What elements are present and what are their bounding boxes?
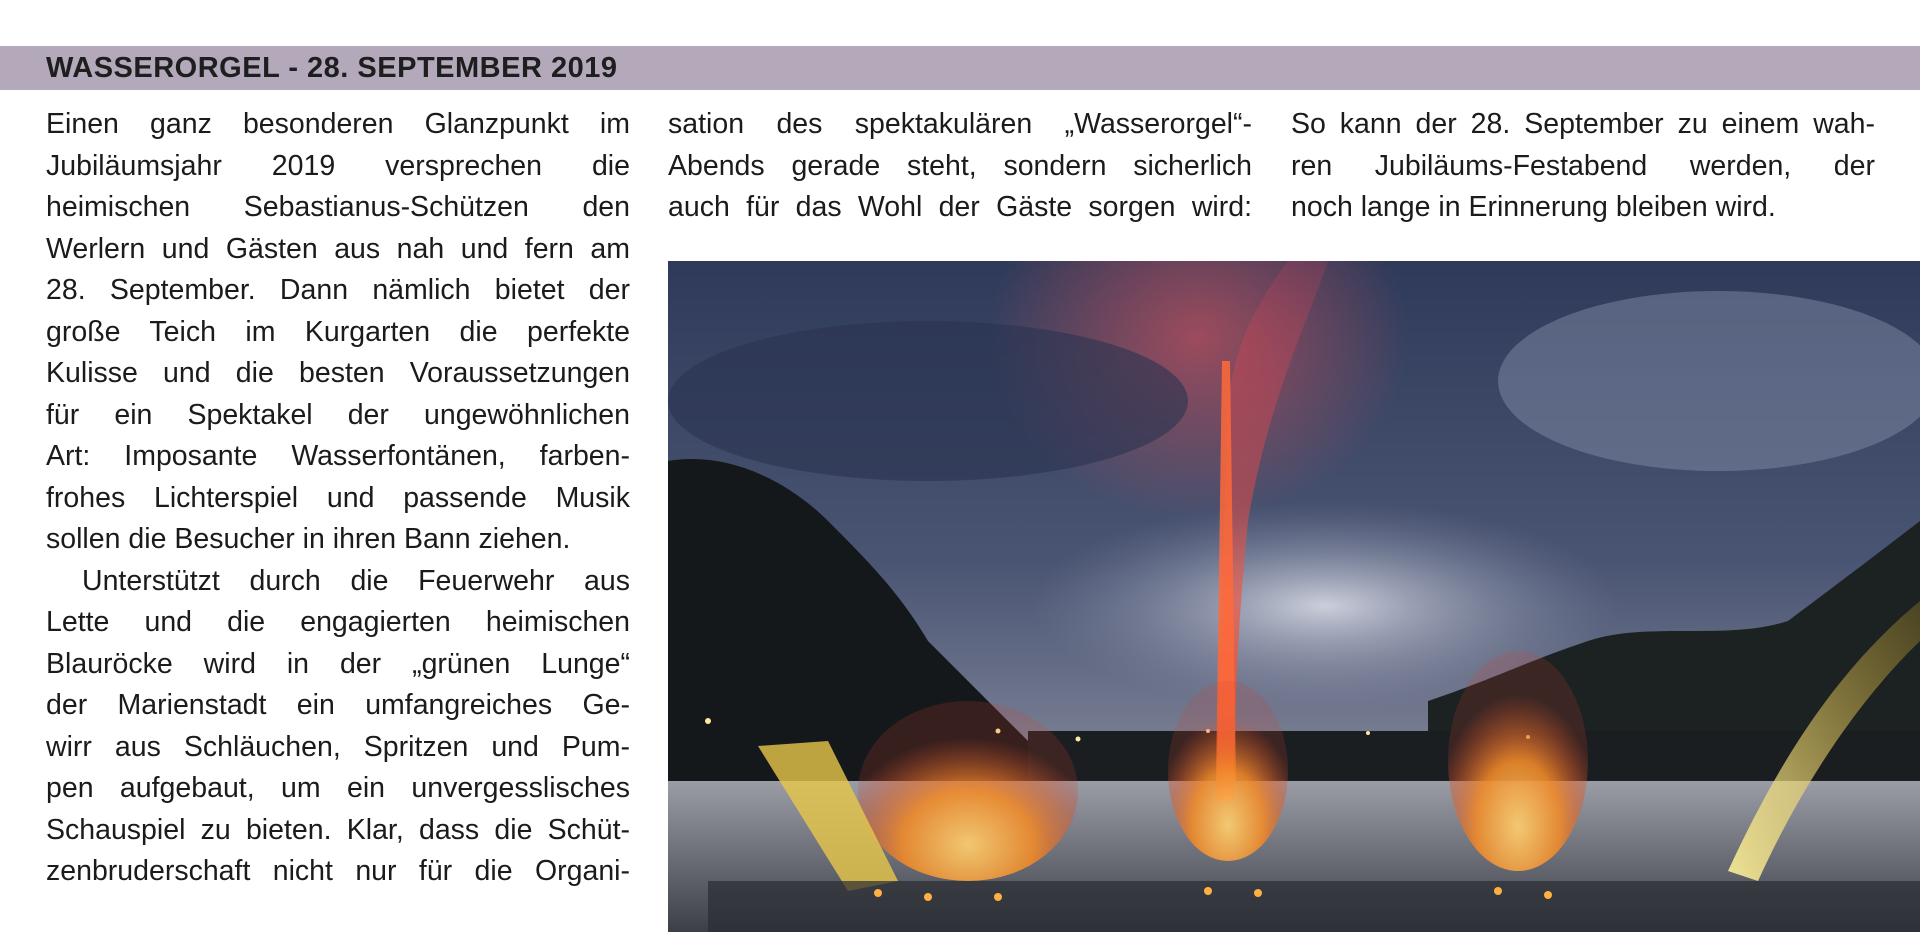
- text-line: Jubiläumsjahr 2019 versprechen die: [46, 149, 630, 182]
- text-line: Lette und die engagierten heimischen: [46, 606, 630, 638]
- text-line: auch für das Wohl der Gäste sorgen wird:: [668, 191, 1252, 223]
- text-line: pen aufgebaut, um ein unvergesslisches: [46, 772, 630, 804]
- text-line: Art: Imposante Wasserfontänen, farben-: [46, 440, 630, 472]
- article-column-3: [1291, 104, 1875, 229]
- text-line: sation des spektakulären „Wasserorgel“-: [668, 108, 1252, 140]
- text-line: Blauröcke wird in der „grünen Lunge“: [46, 647, 630, 680]
- text-line: Einen ganz besonderen Glanzpunkt im: [46, 108, 630, 140]
- text-line: für ein Spektakel der ungewöhnlichen: [46, 398, 630, 431]
- text-line: wirr aus Schläuchen, Spritzen und Pum-: [46, 730, 630, 763]
- text-line: noch lange in Erinnerung bleiben wird.: [1291, 191, 1776, 223]
- text-line: große Teich im Kurgarten die perfekte: [46, 315, 630, 348]
- text-line: ren Jubiläums-Festabend werden, der: [1291, 149, 1875, 182]
- fountain-photo: [668, 261, 1920, 932]
- text-line: heimischen Sebastianus-Schützen den: [46, 191, 630, 223]
- text-line: zenbruderschaft nicht nur für die Organi-: [46, 855, 630, 887]
- article-column-1: [46, 104, 630, 893]
- text-line: Unterstützt durch die Feuerwehr aus: [82, 564, 630, 597]
- text-line: Abends gerade steht, sondern sicherlich: [668, 149, 1252, 182]
- text-line: der Marienstadt ein umfangreiches Ge-: [46, 689, 630, 721]
- text-line: Werlern und Gästen aus nah und fern am: [46, 232, 630, 265]
- text-line: Kulisse und die besten Voraussetzungen: [46, 357, 630, 389]
- section-title: WASSERORGEL - 28. SEPTEMBER 2019: [46, 52, 618, 84]
- text-line: sollen die Besucher in ihren Bann ziehen.: [46, 523, 571, 555]
- text-line: frohes Lichterspiel und passende Musik: [46, 481, 630, 514]
- text-line: 28. September. Dann nämlich bietet der: [46, 274, 630, 306]
- text-line: Schauspiel zu bieten. Klar, dass die Schüt-: [46, 813, 630, 846]
- text-line: So kann der 28. September zu einem wah-: [1291, 108, 1875, 140]
- article-column-2: [668, 104, 1252, 229]
- section-header-bar: [0, 46, 1920, 90]
